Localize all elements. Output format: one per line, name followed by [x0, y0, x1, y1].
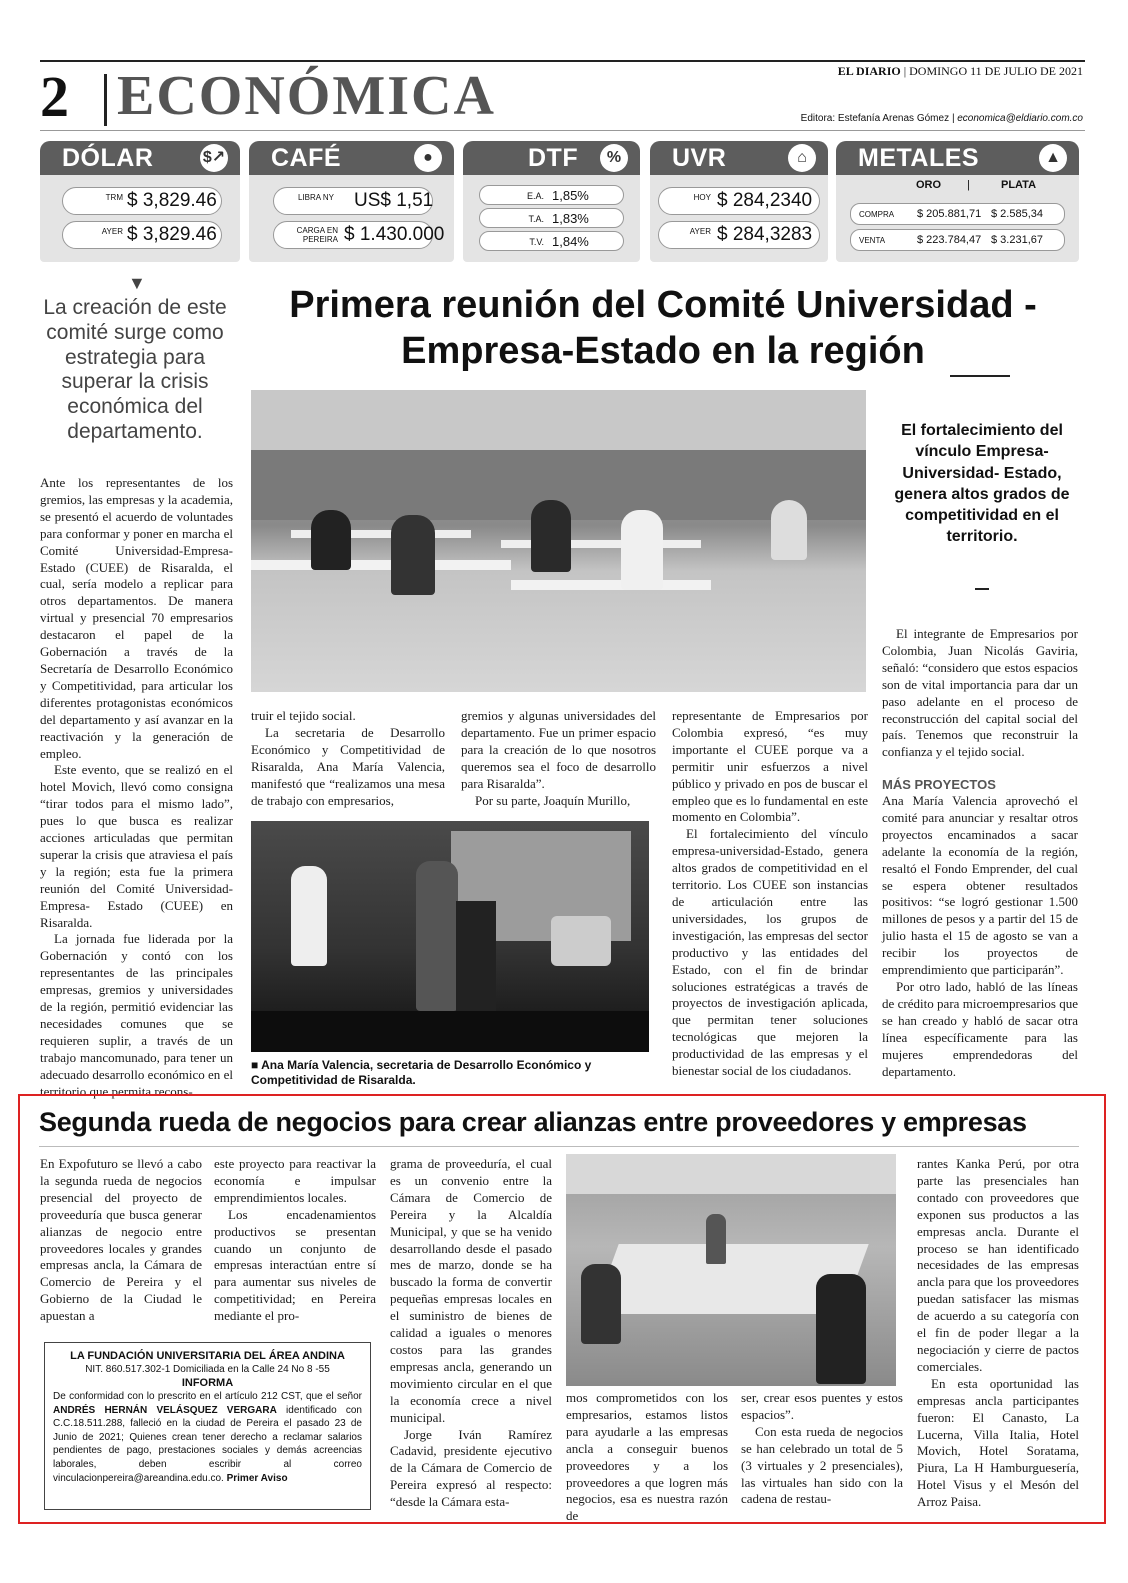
editor-line: Editora: Estefanía Arenas Gómez | economica@eldiario.com.co [800, 113, 1083, 124]
paragraph: En esta oportunidad las empresas ancla participantes fueron: El Canasto, La Lucerna, Villa Italia, Hotel Movich, Hotel Soratama, Piura, La H Hamburguesería, Hotel Visus y el Mesón del Arroz Paisa. [917, 1375, 1079, 1510]
issue-date: DOMINGO 11 DE JULIO DE 2021 [909, 64, 1083, 78]
article-column-4 [672, 708, 868, 1080]
paragraph: truir el tejido social. [251, 708, 356, 723]
article-column-5 [882, 626, 1078, 761]
pull-quote-rule [950, 375, 1010, 377]
story2-column-6 [917, 1156, 1079, 1511]
masthead-divider [104, 74, 107, 126]
paragraph: Por otro lado, habló de las líneas de crédito para microempresarios que se han creado y habló de sacar otra línea específicamente para las mujeres emprendedoras del departamento. [882, 978, 1078, 1079]
editor-label: Editora: Estefanía Arenas Gómez [800, 113, 950, 124]
story2-rule [39, 1146, 1079, 1147]
compra-plata: $ 2.585,34 [991, 208, 1043, 220]
uvr-hoy-value: $ 284,2340 [717, 190, 813, 211]
metales-divider: | [967, 179, 970, 191]
story2-column-1 [40, 1156, 202, 1325]
venta-label: VENTA [859, 236, 886, 245]
dtf-tv-label: T.V. [529, 237, 544, 247]
uvr-ayer-value: $ 284,3283 [717, 224, 813, 245]
paragraph: El integrante de Empresarios por Colombia, Juan Nicolás Gaviria, señaló: “considero que estos espacios son de vital importancia para dar un paso adelante en el proceso de reconstrucción del capital social del país. Tenemos que reconstruir la confianza y el tejido social. [882, 626, 1078, 760]
venta-oro: $ 223.784,47 [917, 234, 982, 246]
cafe-libra-value: US$ 1,51 [354, 190, 434, 211]
notice-text: De conformidad con lo prescrito en el artículo 212 CST, que el señor [53, 1391, 362, 1402]
paragraph: gremios y algunas universidades del departamento. Fue un primer espacio para la creación de lo que nosotros queremos sea el foco de desarrollo para Risaralda”. [461, 708, 656, 791]
story2-headline: Segunda rueda de negocios para crear alianzas entre proveedores y empresas [39, 1107, 1027, 1137]
paper-name: EL DIARIO [837, 64, 901, 78]
paragraph: El fortalecimiento del vínculo empresa-universidad-Estado, genera altos grados de competitividad en el territorio. Los CUEE son instancias de articulación entre las universidades, los grupos de investigación, las empresas del sector productivo y las entidades del Estado, con el fin de brindar soluciones estratégicas a través de proyectos de investigación aplicada, que permitan tener soluciones tecnológicas que mejoren la productividad de las empresas y el bienestar social de los ciudadanos. [672, 826, 868, 1079]
compra-oro: $ 205.881,71 [917, 208, 982, 220]
notice-org: LA FUNDACIÓN UNIVERSITARIA DEL ÁREA ANDINA [70, 1350, 345, 1362]
business-meeting-photo [566, 1154, 896, 1386]
gold-bars-icon: ▲ [1039, 144, 1067, 172]
notice-body [53, 1390, 362, 1485]
notice-nit: NIT. 860.517.302-1 Domiciliada en la Calle 24 No 8 -55 [85, 1364, 330, 1375]
paragraph: grama de proveeduría, el cual es un convenio entre la Cámara de Comercio de Pereira y la Alcaldía Municipal, y que se ha venido desarrollando desde el pasado mes de marzo, donde se ha buscado la forma de convertir pequeñas empresas locales en el suministro de bienes de calidad a iguales o menores costos para las grandes empresas ancla, generando un movimiento circular en el que la economía crece a nivel municipal. [390, 1156, 552, 1425]
venta-plata: $ 3.231,67 [991, 234, 1043, 246]
paragraph: Los encadenamientos productivos se presentan cuando un conjunto de empresas interactúan entre sí para aumentar sus niveles de competitividad; en Pereira mediante el pro- [214, 1206, 376, 1324]
uvr-panel [650, 141, 828, 262]
dtf-ta-value: 1,83% [552, 211, 589, 226]
editor-email[interactable]: economica@eldiario.com.co [957, 113, 1083, 124]
metales-panel [836, 141, 1079, 262]
paragraph: Jorge Iván Ramírez Cadavid, presidente ejecutivo de la Cámara de Comercio de Pereira expresó al respecto: “desde la Cámara esta- [390, 1426, 552, 1510]
dolar-trm-value: $ 3,829.46 [127, 190, 217, 211]
cafe-panel [249, 141, 454, 262]
story2-column-2 [214, 1156, 376, 1325]
paragraph: Por su parte, Joaquín Murillo, [475, 792, 631, 808]
dolar-ayer-label: AYER [101, 227, 123, 236]
main-headline: Primera reunión del Comité Universidad -Empresa-Estado en la región [289, 284, 1037, 372]
article-column-5b [882, 793, 1078, 1080]
cafe-libra-label: LIBRA NY [297, 193, 334, 202]
dollar-up-icon: $↗ [200, 144, 228, 172]
paragraph: Ante los representantes de los gremios, las empresas y la academia, se presentó el acuerdo de voluntades para conformar y poner en marcha el Comité Universidad-Empresa-Estado (CUEE) de Risaralda, el cual, sería modelo a replicar para otros departamentos. De manera virtual y presencial 70 empresarios destacaron el papel de la Gobernación a través de la Secretaría de Desarrollo Económico y Competitividad, para articular los diferentes protagonistas económicos del departamento y así avanzar en la reactivación y la generación de empleo. [40, 475, 233, 761]
notice-name: ANDRÉS HERNÁN VELÁSQUEZ VERGARA [53, 1404, 277, 1416]
article-column-2 [251, 708, 445, 809]
paragraph: La secretaria de Desarrollo Económico y Competitividad de Risaralda, Ana María Valencia, manifestó que “realizamos una mesa de trabajo con empresarios, [251, 724, 445, 808]
paragraph: mos comprometidos con los empresarios, estamos listos para ayudarle a las empresas ancla a conseguir buenos proveedores y a los proveedores a que logren más negocios, esa es nuestra razón de [566, 1390, 728, 1524]
legal-notice [44, 1342, 371, 1510]
notice-tag: Primer Aviso [226, 1472, 288, 1484]
page-number: 2 [40, 64, 69, 129]
paragraph: ser, crear esos puentes y estos espacios”. [741, 1390, 903, 1422]
dtf-ea-label: E.A. [526, 191, 544, 201]
dateline: EL DIARIO | DOMINGO 11 DE JULIO DE 2021 [837, 64, 1083, 78]
photo-caption: ■ Ana María Valencia, secretaria de Desarrollo Económico y Competitividad de Risaralda. [251, 1058, 592, 1087]
pull-quote-dash [975, 588, 989, 590]
section-title: ECONÓMICA [117, 65, 496, 127]
coffee-bean-icon: ● [414, 144, 442, 172]
uvr-hoy-label: HOY [693, 193, 711, 202]
metales-title: METALES [858, 144, 980, 172]
dolar-title: DÓLAR [62, 144, 154, 172]
article-column-1 [40, 475, 233, 1101]
down-triangle-icon: ▼ [128, 273, 146, 293]
masthead-rule [40, 60, 1085, 62]
meeting-room-photo [251, 390, 866, 692]
section-subhead: MÁS PROYECTOS [882, 777, 996, 792]
oro-header: ORO [916, 179, 942, 191]
dtf-tv-value: 1,84% [552, 234, 589, 249]
story2-column-5 [741, 1390, 903, 1508]
paragraph: este proyecto para reactivar la economía e impulsar emprendimientos locales. [214, 1156, 376, 1205]
dtf-title: DTF [528, 144, 579, 172]
dolar-ayer-value: $ 3,829.46 [127, 224, 217, 245]
house-icon: ⌂ [788, 144, 816, 172]
paragraph: representante de Empresarios por Colombia expresó, “es muy importante el CUEE porque va a permitir unir esfuerzos a nivel público y privado en pos de buscar el empleo que es lo fundamental en este momento en Colombia”. [672, 708, 868, 825]
lead-summary: La creación de este comité surge como estrategia para superar la crisis económica del departamento. [43, 296, 227, 443]
paragraph: Este evento, que se realizó en el hotel Movich, llevó como consigna “tirar todos para el mismo lado”, pues lo que busca es realizar acciones articuladas que permitan superar la crisis que atraviesa el país y la región; esta fue la primera reunión del Comité Universidad- Empresa- Estado (CUEE) en Risaralda. [40, 762, 233, 930]
notice-heading: INFORMA [181, 1377, 234, 1389]
article-column-3 [461, 708, 656, 809]
percent-icon: % [600, 144, 628, 172]
dtf-panel [463, 141, 640, 262]
story2-column-3 [390, 1156, 552, 1511]
plata-header: PLATA [1001, 179, 1037, 191]
paragraph: En Expofuturo se llevó a cabo la segunda rueda de negocios presencial del proyecto de proveeduría que busca generar alianzas de negocio entre proveedores locales y grandes empresas ancla, la Cámara de Comercio de Pereira y el Gobierno de la Ciudad le apuestan a [40, 1156, 202, 1324]
paragraph: La jornada fue liderada por la Gobernación y contó con los representantes de las principales empresas, gremios y universidades de la región, permitió evidenciar las necesidades comunes que se requieren suplir, a través de un trabajo mancomunado, para tener un adecuado desarrollo económico en el territorio que permita recons- [40, 931, 233, 1099]
dtf-ta-label: T.A. [528, 214, 544, 224]
masthead-rule-bottom [40, 130, 1085, 131]
uvr-ayer-label: AYER [689, 227, 711, 236]
paragraph: Ana María Valencia aprovechó el comité para anunciar y resaltar otros proyectos encaminados a sacar adelante la economía de la región, resaltó el Fondo Emprender, del cual se espera obtener resultados positivos: “se logró gestionar 1.500 millones de pesos y a partir del 15 de julio hasta el 15 de agosto se van a recibir los proyectos de emprendimiento que participarán”. [882, 793, 1078, 978]
cafe-carga-label: CARGA EN PEREIRA [296, 226, 338, 244]
speaker-stage-photo [251, 821, 649, 1052]
dtf-ea-value: 1,85% [552, 188, 589, 203]
cafe-title: CAFÉ [271, 144, 342, 172]
paragraph: rantes Kanka Perú, por otra parte las presenciales han contado con proveedores que exponen sus productos a las empresas ancla. Durante el proceso se han identificado necesidades de las empresas ancla para que los proveedores puedan satisfacer las mismas de acuerdo a su categoría con el fin de poder llegar a la negociación y cierre de pactos comerciales. [917, 1156, 1079, 1374]
dolar-trm-label: TRM [105, 193, 123, 202]
dolar-panel [40, 141, 240, 262]
compra-label: COMPRA [859, 210, 895, 219]
paragraph: Con esta rueda de negocios se han celebrado un total de 5 (3 virtuales y 2 presenciales), las virtuales han sido con la cadena de restau- [741, 1423, 903, 1507]
notice-text: identificado con C.C.18.511.288, falleció en la ciudad de Pereira el pasado 23 de Junio de 2021; Quienes crean tener derecho a reclamar salarios pendientes de pago, prestaciones sociales y demás acreencias laborales, deben escribir al correo vinculacionpereira@areandina.edu.co. [53, 1404, 362, 1484]
cafe-carga-value: $ 1.430.000 [344, 224, 445, 245]
story2-column-4 [566, 1390, 728, 1525]
pull-quote: El fortalecimiento del vínculo Empresa-Universidad- Estado, genera altos grados de competitividad en el territorio. [894, 422, 1070, 546]
uvr-title: UVR [672, 144, 727, 172]
